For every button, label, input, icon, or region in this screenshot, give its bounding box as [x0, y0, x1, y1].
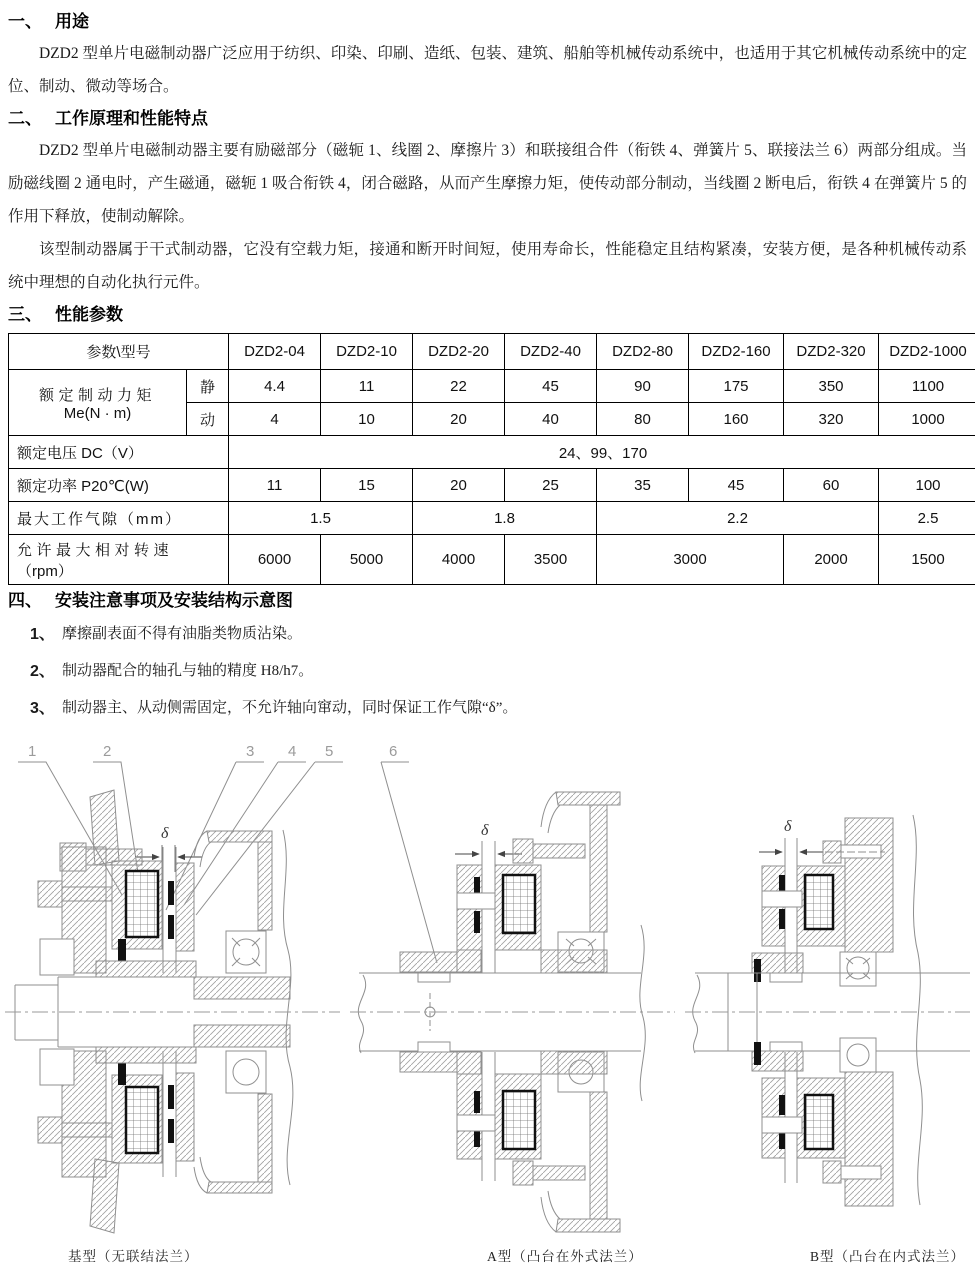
part-number-3: 3: [246, 743, 255, 760]
flange-plate: [845, 818, 893, 952]
coil: [503, 875, 535, 933]
spring-plate: [762, 1117, 802, 1133]
bell-flange-top: [556, 792, 620, 805]
value-cell: 350: [784, 370, 879, 403]
bearing-ball: [233, 1059, 259, 1085]
value-cell: 1.5: [229, 502, 413, 535]
bell-flange-side: [258, 842, 272, 930]
section-2-paragraph-1: DZD2 型单片电磁制动器主要有励磁部分（磁轭 1、线圈 2、摩擦片 3）和联接组合件（衔铁 4、弹簧片 5、联接法兰 6）两部分组成。当励磁线圈 2 通电时，产生磁通，磁轭 1 吸合衔铁 4，闭合磁路，从而产生摩擦力矩，使传动部分制动，当线圈 2 断电后，衔铁 4 在弹簧片 5 的作用下释放，使制动解除。: [8, 142, 967, 225]
bolt-shank: [533, 844, 585, 858]
model-header: DZD2-04: [229, 334, 321, 370]
torque-label-line1: 额定制动力矩: [38, 386, 156, 404]
flange-riser: [457, 950, 481, 972]
model-header: DZD2-160: [689, 334, 784, 370]
value-cell: 25: [505, 469, 597, 502]
note-3-text: 制动器主、从动侧需固定，不允许轴向窜动，同时保证工作气隙“δ”。: [62, 700, 518, 716]
value-cell: 11: [321, 370, 413, 403]
model-header: DZD2-40: [505, 334, 597, 370]
torque-label-cell: [9, 370, 187, 436]
install-note-3: [8, 690, 967, 727]
value-cell: 2.2: [597, 502, 879, 535]
value-cell: 20: [413, 469, 505, 502]
value-cell: 1500: [879, 535, 975, 585]
spring-plate: [457, 893, 495, 909]
friction-pad: [779, 1095, 785, 1115]
gap-row: [9, 502, 975, 535]
section-1-number: 一、: [8, 12, 42, 31]
caption-b-type: B型（凸台在内式法兰）: [810, 1249, 966, 1263]
base-plate: [96, 1047, 196, 1063]
step-block: [40, 939, 74, 975]
static-torque-row: [9, 370, 975, 403]
value-cell: 1100: [879, 370, 975, 403]
hub: [194, 1025, 290, 1047]
bolt-shank: [533, 1166, 585, 1180]
friction-pad: [118, 939, 126, 961]
section-2-title: 工作原理和性能特点: [55, 109, 208, 128]
lower-section: [752, 1038, 893, 1206]
section-3-heading: [8, 302, 967, 328]
model-header: DZD2-20: [413, 334, 505, 370]
value-cell: 6000: [229, 535, 321, 585]
bolt-head: [513, 1161, 533, 1185]
key: [770, 1042, 802, 1051]
armature: [176, 863, 194, 951]
value-cell: 20: [413, 403, 505, 436]
torque-label-line2: Me(N · m): [63, 404, 132, 422]
bottom-bracket: [90, 1159, 119, 1233]
section-1-title: 用途: [55, 12, 89, 31]
note-2-number: 2、: [30, 663, 55, 680]
upper-section: [38, 790, 272, 977]
power-label: 额定功率 P20℃(W): [9, 469, 229, 502]
bell-flange-bottom: [556, 1219, 620, 1232]
static-label: 静: [187, 370, 229, 403]
table-header-row: [9, 334, 975, 370]
value-cell: 4.4: [229, 370, 321, 403]
value-cell: 2000: [784, 535, 879, 585]
bell-flange-bottom: [207, 1182, 272, 1193]
speed-label-line2: （rpm）: [17, 562, 73, 580]
bolt-head: [513, 839, 533, 863]
break-line: [358, 975, 365, 1053]
voltage-row: [9, 436, 975, 469]
gap-label: 最大工作气隙（mm）: [9, 502, 229, 535]
bearing-ball: [847, 1044, 869, 1066]
diagram-b-type: [680, 735, 975, 1235]
bolt-shank: [62, 1123, 112, 1137]
value-cell: 5000: [321, 535, 413, 585]
value-cell: 35: [597, 469, 689, 502]
friction-pad: [779, 909, 785, 929]
section-2-number: 二、: [8, 109, 42, 128]
section-4-number: 四、: [8, 591, 42, 610]
value-cell: 3000: [597, 535, 784, 585]
bolt-head: [823, 1161, 841, 1183]
section-3-number: 三、: [8, 305, 42, 324]
value-cell: 160: [689, 403, 784, 436]
break-line: [913, 815, 922, 1205]
installation-diagrams: [0, 735, 975, 1263]
hub: [541, 1051, 607, 1074]
voltage-value: 24、99、170: [229, 436, 975, 469]
value-cell: 4000: [413, 535, 505, 585]
upper-section: [400, 792, 620, 982]
coil: [126, 1087, 158, 1153]
value-cell: 1.8: [413, 502, 597, 535]
diagram-base-type: [0, 735, 345, 1235]
model-header: DZD2-320: [784, 334, 879, 370]
section-2-paragraph-2: 该型制动器属于干式制动器，它没有空载力矩，接通和断开时间短，使用寿命长，性能稳定且结构紧凑，安装方便，是各种机械传动系统中理想的自动化执行元件。: [8, 241, 967, 291]
armature: [176, 1073, 194, 1161]
note-3-number: 3、: [30, 700, 55, 717]
delta-symbol: δ: [481, 822, 489, 839]
table-corner-cell: 参数\型号: [9, 334, 229, 370]
break-line: [283, 830, 293, 1185]
delta-gap-annotation: [759, 818, 823, 863]
mount-flange: [400, 1052, 457, 1072]
section-4-heading: [8, 588, 967, 614]
friction-pad: [168, 1119, 174, 1143]
friction-pad: [474, 911, 480, 933]
step-block: [40, 1049, 74, 1085]
flange-plate: [845, 1072, 893, 1206]
friction-disc: [163, 847, 176, 973]
caption-base-type: 基型（无联结法兰）: [68, 1249, 199, 1263]
part-number-1: 1: [28, 743, 37, 760]
value-cell: 320: [784, 403, 879, 436]
value-cell: 40: [505, 403, 597, 436]
section-3-title: 性能参数: [55, 305, 123, 324]
model-header: DZD2-10: [321, 334, 413, 370]
value-cell: 10: [321, 403, 413, 436]
bell-flange-side: [590, 1092, 607, 1219]
note-1-number: 1、: [30, 626, 55, 643]
install-note-2: [8, 653, 967, 690]
part-number-6: 6: [389, 743, 398, 760]
power-row: [9, 469, 975, 502]
value-cell: 60: [784, 469, 879, 502]
delta-symbol: δ: [161, 825, 169, 842]
model-header: DZD2-80: [597, 334, 689, 370]
spring-plate: [762, 891, 802, 907]
coil: [805, 1095, 833, 1149]
part-number-4: 4: [288, 743, 297, 760]
part-number-5: 5: [325, 743, 334, 760]
friction-disc: [163, 1051, 176, 1177]
key: [418, 1042, 450, 1052]
speed-label-line1: 允许最大相对转速: [17, 541, 174, 559]
value-cell: 11: [229, 469, 321, 502]
flange-riser: [457, 1052, 481, 1074]
break-line: [640, 925, 645, 1101]
value-cell: 45: [505, 370, 597, 403]
speed-label-cell: [9, 535, 229, 585]
bell-flange-top: [207, 831, 272, 842]
friction-pad: [118, 1063, 126, 1085]
mount-flange: [400, 952, 457, 972]
base-plate: [96, 961, 196, 977]
note-2-text: 制动器配合的轴孔与轴的精度 H8/h7。: [62, 663, 314, 679]
section-4-title: 安装注意事项及安装结构示意图: [55, 591, 293, 610]
value-cell: 2.5: [879, 502, 975, 535]
coil: [503, 1091, 535, 1149]
delta-symbol: δ: [784, 818, 792, 835]
value-cell: 175: [689, 370, 784, 403]
lower-section: [38, 1047, 272, 1233]
value-cell: 4: [229, 403, 321, 436]
bell-flange-side: [258, 1094, 272, 1182]
bolt-head: [38, 1117, 62, 1143]
section-2-heading: [8, 106, 967, 132]
value-cell: 15: [321, 469, 413, 502]
part-leaders: [381, 762, 437, 963]
lower-section: [400, 1042, 620, 1232]
bell-flange-side: [590, 805, 607, 932]
model-header: DZD2-1000: [879, 334, 975, 370]
upper-section: [752, 818, 893, 986]
friction-pad: [474, 1091, 480, 1113]
hub: [194, 977, 290, 999]
value-cell: 3500: [505, 535, 597, 585]
friction-pad: [168, 1085, 174, 1109]
friction-pad: [168, 881, 174, 905]
coil: [126, 871, 158, 937]
performance-table: [8, 333, 975, 585]
section-1-paragraph: DZD2 型单片电磁制动器广泛应用于纺织、印染、印刷、造纸、包装、建筑、船舶等机械传动系统中，也适用于其它机械传动系统中的定位、制动、微动等场合。: [8, 45, 967, 95]
value-cell: 1000: [879, 403, 975, 436]
coil: [805, 875, 833, 929]
section-1-heading: [8, 9, 967, 35]
bolt-head: [38, 881, 62, 907]
install-note-1: [8, 616, 967, 653]
value-cell: 45: [689, 469, 784, 502]
key: [770, 973, 802, 982]
value-cell: 100: [879, 469, 975, 502]
bolt-shank: [841, 1166, 881, 1179]
dynamic-label: 动: [187, 403, 229, 436]
voltage-label: 额定电压 DC（V）: [9, 436, 229, 469]
friction-pad: [168, 915, 174, 939]
caption-a-type: A型（凸台在外式法兰）: [487, 1249, 643, 1263]
diagram-a-type: [345, 735, 680, 1235]
value-cell: 90: [597, 370, 689, 403]
spring-plate: [457, 1115, 495, 1131]
friction-pad: [754, 1042, 761, 1065]
note-1-text: 摩擦副表面不得有油脂类物质沾染。: [62, 626, 303, 642]
value-cell: 80: [597, 403, 689, 436]
value-cell: 22: [413, 370, 505, 403]
hub: [541, 950, 607, 973]
break-line: [693, 975, 700, 1053]
part-number-2: 2: [103, 743, 112, 760]
bolt-shank: [62, 887, 112, 901]
delta-gap-annotation: [455, 822, 522, 867]
speed-row: [9, 535, 975, 585]
